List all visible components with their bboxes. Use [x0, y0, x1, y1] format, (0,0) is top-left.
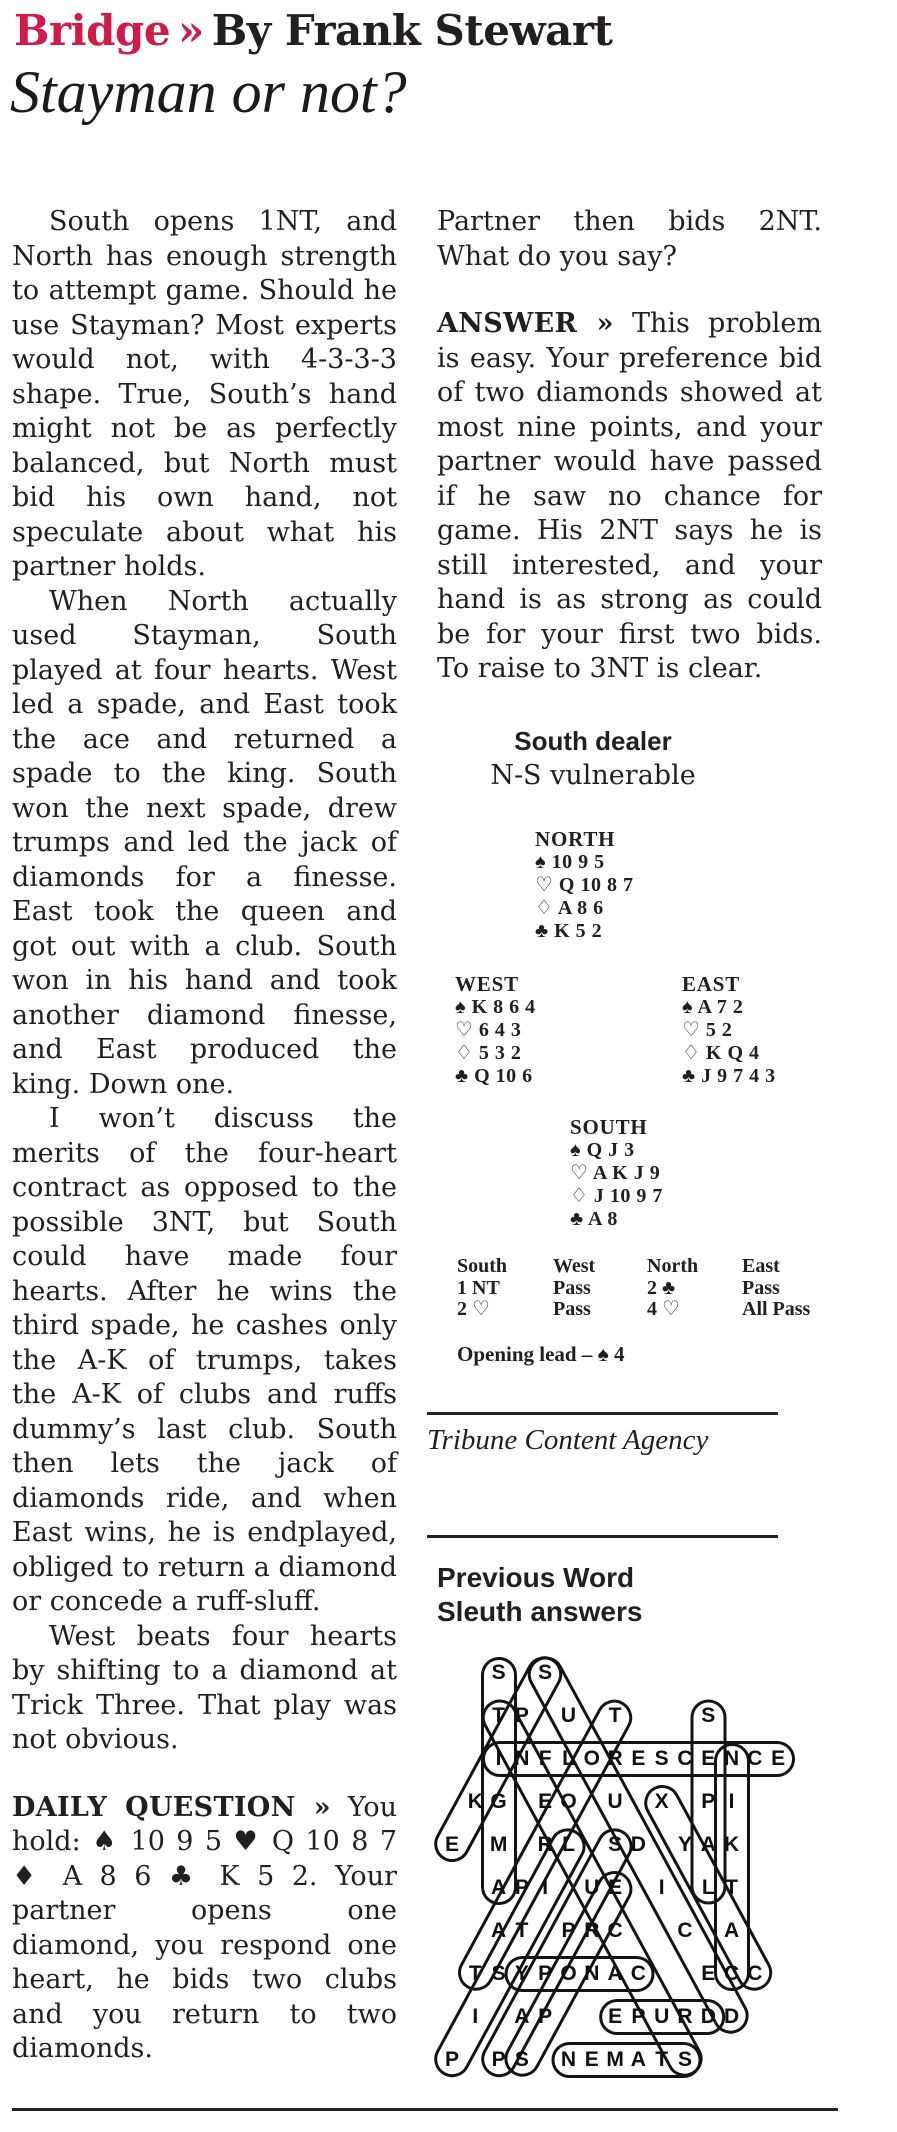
grid-letter: D	[700, 2005, 716, 2028]
auction-table	[457, 1256, 817, 1321]
grid-letter: A	[607, 1962, 623, 1985]
auction-bid: 2 ♡	[457, 1298, 490, 1320]
hand-suit-line: ♣ K 5 2	[535, 920, 603, 942]
article-paragraph: When North actually used Stayman, South played at four hearts. West led a spade, and East took the ace and returned a spade to the king. South won the next spade, drew trumps and led the jack of diamonds for a finesse. East took the queen and got out with a club. South won in his hand and took another diamond finesse, and East produced the king. Down one.	[12, 585, 397, 1100]
grid-letter: L	[562, 1747, 575, 1770]
hand-suit-line: ♠ A 7 2	[682, 996, 744, 1018]
grid-letter: T	[725, 1876, 738, 1899]
grid-letter: E	[701, 1747, 716, 1770]
word-sleuth-heading-line2: Sleuth answers	[437, 1596, 643, 1627]
grid-letter: T	[608, 1704, 622, 1727]
grid-letter: N	[584, 1962, 600, 1985]
grid-letter: A	[630, 2048, 646, 2071]
grid-letter: E	[631, 1747, 646, 1770]
grid-letter: M	[489, 1833, 508, 1856]
grid-letter: I	[542, 1876, 549, 1899]
grid-letter: Y	[677, 1833, 692, 1856]
grid-letter: T	[468, 1962, 482, 1985]
grid-letter: N	[724, 1747, 740, 1770]
grid-letter: O	[583, 1747, 600, 1770]
hand-suit-line: ♢ 5 3 2	[455, 1042, 522, 1064]
section-kicker	[14, 6, 612, 55]
kicker-separator-icon: »	[178, 6, 204, 55]
grid-letter: P	[444, 2048, 459, 2071]
grid-letter: I	[728, 1790, 735, 1813]
grid-letter: I	[495, 1747, 502, 1770]
grid-letter: E	[771, 1747, 786, 1770]
word-sleuth-grid	[437, 1652, 857, 2112]
grid-letter: C	[677, 1747, 693, 1770]
grid-letter: E	[444, 1833, 459, 1856]
grid-letter: M	[606, 2048, 624, 2071]
grid-letter: R	[537, 1833, 553, 1856]
grid-letter: N	[560, 2048, 577, 2071]
hand-suit-line: ♠ 10 9 5	[535, 851, 605, 873]
hand-label: EAST	[682, 972, 741, 996]
grid-letter: K	[467, 1790, 483, 1813]
grid-letter: K	[724, 1833, 740, 1856]
grid-letter: P	[538, 2005, 553, 2028]
auction-bid: All Pass	[742, 1298, 811, 1320]
grid-letter: C	[677, 1919, 693, 1942]
hand-north	[535, 828, 634, 943]
grid-letter: O	[560, 1790, 577, 1813]
hand-suit-line: ♡ 6 4 3	[455, 1019, 522, 1041]
grid-letter: C	[630, 1962, 646, 1985]
hand-suit-line: ♢ K Q 4	[682, 1042, 760, 1064]
article-column-right	[437, 205, 822, 687]
grid-letter: C	[724, 1962, 740, 1985]
grid-letter: G	[490, 1790, 507, 1813]
grid-letter: P	[514, 1704, 529, 1727]
grid-letter: A	[724, 1919, 740, 1942]
auction-bid: Pass	[553, 1276, 591, 1299]
grid-letter: A	[514, 2005, 530, 2028]
grid-letter: S	[491, 1661, 506, 1684]
hand-suit-line: ♡ 5 2	[682, 1019, 733, 1041]
grid-letter: I	[472, 2005, 479, 2028]
hand-label: SOUTH	[570, 1115, 648, 1139]
grid-letter: T	[655, 2048, 669, 2071]
article-paragraph: South opens 1NT, and North has enough strength to attempt game. Should he use Stayman? Most experts would not, with 4-3-3-3 shape. True, South’s hand might not be as perfectly balanced, but North must bid his own hand, not speculate about what his partner holds.	[12, 206, 397, 582]
hand-suit-line: ♢ J 10 9 7	[570, 1185, 663, 1207]
article-paragraph: DAILY QUESTION » You hold: ♠ 10 9 5 ♥ Q 10 8 7 ♦ A 8 6 ♣ K 5 2. Your partner opens one diamond, you respond one heart, he bids two clubs and you return to two diamonds.	[12, 1791, 397, 2064]
hand-label: NORTH	[535, 827, 616, 851]
grid-letter: P	[701, 1790, 716, 1813]
grid-letter: S	[701, 1704, 716, 1727]
article-paragraph: I won’t discuss the merits of the four-heart contract as opposed to the possible 3NT, but South could have made four hearts. After he wins the third spade, he cashes only the A-K of trumps, takes the A-K of clubs and ruffs dummy’s last club. South then lets the jack of diamonds ride, and when East wins, he is endplayed, obliged to return a diamond or concede a ruff-sluff.	[12, 1103, 397, 1617]
grid-letter: C	[747, 1747, 763, 1770]
page-bottom-rule	[12, 2108, 838, 2111]
article-paragraph: ANSWER » This problem is easy. Your preference bid of two diamonds showed at most nine points, and your partner would have passed if he saw no chance for game. His 2NT says he is still interested, and your hand is as strong as could be for your first two bids. To raise to 3NT is clear.	[437, 308, 822, 684]
hand-suit-line: ♠ K 8 6 4	[455, 996, 536, 1018]
auction-header: West	[553, 1255, 596, 1277]
grid-letter: L	[701, 1876, 715, 1899]
grid-letter: U	[654, 2005, 670, 2028]
hand-suit-line: ♡ Q 10 8 7	[535, 874, 634, 896]
grid-letter: C	[607, 1919, 623, 1942]
deal-vulnerability-line: N-S vulnerable	[490, 760, 696, 791]
grid-letter: U	[584, 1876, 600, 1899]
hand-suit-line: ♣ J 9 7 4 3	[682, 1065, 776, 1087]
auction-header: South	[457, 1255, 508, 1277]
paragraph-lead: ANSWER »	[437, 308, 614, 339]
word-sleuth-heading	[437, 1561, 642, 1629]
word-sleuth-heading-line1: Previous Word	[437, 1562, 635, 1593]
hand-suit-line: ♣ Q 10 6	[455, 1065, 533, 1087]
grid-letter: C	[747, 1962, 763, 1985]
auction-bid: Pass	[553, 1298, 591, 1320]
hand-suit-line: ♡ A K J 9	[570, 1162, 661, 1184]
hand-east	[682, 973, 776, 1088]
agency-credit: Tribune Content Agency	[427, 1424, 709, 1456]
kicker-byline: By Frank Stewart	[211, 6, 613, 55]
grid-letter: R	[584, 1919, 600, 1942]
grid-letter: E	[701, 1962, 716, 1985]
kicker-brand: Bridge	[14, 6, 171, 55]
grid-letter: T	[492, 1704, 505, 1727]
grid-letter: U	[607, 1790, 623, 1813]
grid-letter: D	[724, 2005, 740, 2028]
article-column-left	[12, 205, 397, 2067]
grid-letter: P	[561, 1919, 576, 1942]
auction-bid: Pass	[742, 1276, 780, 1299]
grid-letter: S	[677, 2048, 692, 2071]
grid-letter: X	[654, 1790, 669, 1813]
auction-bid: 1 NT	[457, 1276, 500, 1299]
hand-label: WEST	[455, 972, 519, 996]
grid-letter: N	[514, 1747, 530, 1770]
grid-letter: S	[514, 2048, 529, 2071]
grid-letter: R	[677, 2005, 693, 2028]
grid-letter: P	[514, 1876, 529, 1899]
grid-letter: E	[608, 2005, 623, 2028]
grid-letter: F	[538, 1747, 552, 1770]
grid-letter: A	[700, 1833, 716, 1856]
grid-letter: U	[560, 1704, 577, 1727]
hand-suit-line: ♢ A 8 6	[535, 897, 604, 919]
grid-letter: A	[491, 1876, 507, 1899]
article-paragraph: Partner then bids 2NT. What do you say?	[437, 206, 822, 272]
grid-letter: P	[631, 2005, 646, 2028]
grid-letter: A	[491, 1919, 507, 1942]
article-paragraph: West beats four hearts by shifting to a diamond at Trick Three. That play was not obvious.	[12, 1620, 397, 1755]
grid-letter: D	[630, 1833, 646, 1856]
grid-letter: I	[658, 1876, 665, 1899]
grid-letter: S	[608, 1833, 623, 1856]
grid-letter: Y	[514, 1962, 529, 1985]
grid-letter: E	[538, 1790, 553, 1813]
grid-letter: R	[607, 1747, 623, 1770]
grid-letter: T	[515, 1919, 529, 1942]
opening-lead: Opening lead – ♠ 4	[457, 1342, 625, 1366]
grid-letter: P	[538, 1962, 553, 1985]
auction-header: East	[742, 1255, 780, 1277]
grid-letter: S	[491, 1962, 506, 1985]
grid-letter: P	[491, 2048, 506, 2071]
grid-letter: S	[538, 1661, 553, 1684]
hand-west	[455, 973, 536, 1088]
hand-south	[570, 1116, 663, 1231]
grid-letter: E	[608, 1876, 623, 1899]
paragraph-lead: DAILY QUESTION »	[12, 1791, 331, 1823]
divider-rule-top	[427, 1412, 778, 1415]
divider-rule-bottom	[427, 1535, 778, 1538]
hand-suit-line: ♠ Q J 3	[570, 1139, 635, 1161]
hand-suit-line: ♣ A 8	[570, 1208, 618, 1230]
headline: Stayman or not?	[10, 59, 407, 125]
grid-letter: E	[584, 2048, 599, 2071]
auction-header: North	[647, 1255, 699, 1277]
grid-letter: S	[654, 1747, 669, 1770]
grid-letter: L	[562, 1833, 575, 1856]
auction-bid: 2 ♣	[647, 1276, 676, 1299]
grid-letter: O	[560, 1962, 577, 1985]
auction-bid: 4 ♡	[647, 1298, 680, 1320]
deal-dealer-line: South dealer	[514, 726, 672, 756]
